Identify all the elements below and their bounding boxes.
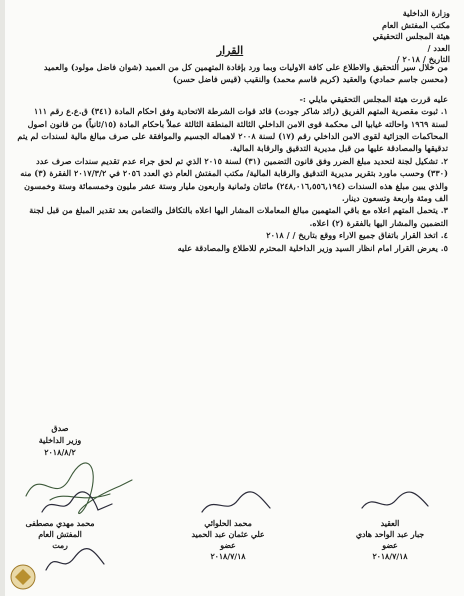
inspector-date-scribble-icon <box>40 540 110 580</box>
signatory-member-2 <box>340 518 440 562</box>
approval-label: صدق <box>51 423 69 433</box>
signatory-date: ٢٠١٨/٧/١٨ <box>210 552 246 561</box>
decision-item: ٥. يعرض القرار امام انظار السيد وزير الداخلية المحترم للاطلاع والمصادقة عليه <box>177 242 448 253</box>
ministry-header <box>345 8 450 66</box>
ministry-line: مكتب المفتش العام <box>382 19 450 30</box>
decision-item: ٤. اتخذ القرار باتفاق جميع الاراء ووقع بتاريخ / / ٢٠١٨ <box>266 230 448 241</box>
inspector-signature-icon <box>38 490 118 520</box>
minister-approval <box>15 422 105 458</box>
approval-title: وزير الداخلية <box>38 435 82 445</box>
signatory-name-2: علي عثمان عبد الحميد <box>191 530 265 539</box>
signatory-role: عضو <box>382 541 398 550</box>
ministry-line: هيئة المجلس التحقيقي <box>372 31 450 41</box>
signatory-role: عضو <box>220 541 236 550</box>
intro-paragraph: من خلال سير التحقيق والاطلاع على كافة الاوليات وبما ورد بإفادة المتهمين كل من العميد (شوان فاضل مولود) والعميد (محسن جاسم حمادي) والعقيد (كريم قاسم محمد) والنقيب (قيس فاضل حسن) <box>43 62 448 85</box>
decision-item: ٣. يتحمل المتهم اعلاه مع باقي المتهمين مبالغ المعاملات المشار اليها اعلاه بالتكافل والتضامن بعد تقدير المبلغ من قبل لجنة التضمين والمشار اليها بالفقرة (٢) اعلاه. <box>29 205 448 228</box>
signatory-name-2: جبار عبد الواحد هادي <box>355 530 425 539</box>
member2-signature-icon <box>356 488 436 518</box>
ministry-line: التاريخ / ٢٠١٨ / <box>396 54 450 64</box>
signatory-date: ٢٠١٨/٧/١٨ <box>372 552 408 561</box>
signatory-name: محمد مهدي مصطفى <box>25 519 95 528</box>
lead-line: عليه قررت هيئة المجلس التحقيقي مايلي :- <box>299 93 448 104</box>
decision-item: ١. ثبوت مقصرية المتهم الفريق (رائد شاكر جودت) قائد قوات الشرطة الاتحادية وفق احكام المادة (٣٤١) ق.ع.ع رقم ١١١ لسنة ١٩٦٩ واحالته غيابيا الى محكمة قوى الامن الداخلي الثالثة المنطقة الثالثة عملاً باحكام المادة (١٥/ثانياً) من قانون اصول المحاكمات الجزائية لقوى الامن الداخلي رقم (١٧) لسنة ٢٠٠٨ لاهماله الجسيم والموافقة على صرف مبالغ مالية لسندات لم يتم تدقيقها والمصادقة عليها من قبل مديرية التدقيق والرقابة المالية. <box>17 106 448 154</box>
ministry-line: وزارة الداخلية <box>402 8 450 18</box>
signatory-member-1 <box>178 518 278 562</box>
scan-edge <box>0 0 5 596</box>
watermark-logo-icon <box>6 562 40 592</box>
ministry-line: العدد / <box>427 42 450 53</box>
signatory-role: المفتش العام <box>38 530 82 539</box>
decision-item: ٢. تشكيل لجنة لتحديد مبلغ الضرر وفق قانون التضمين (٣١) لسنة ٢٠١٥ الذي تم لحق جراء عدم تقديم سندات صرف عدد (٣٣٠) وحسب ماورد بتقرير مديرية التدقيق والرقابة المالية/ مكتب المفتش العام ذي العدد ٢٠٥٦ في ٢٠١٧/٣/٢ الفقرة (٣) منه والذي يبين مبلغ هذه السندات (٢٤٨,٠١٦,٥٥٦,١٩٤) مائتان وثمانية واربعون مليار وستة عشر مليون وخمسمائة وستة وخمسون الف ومئة واربعة وتسعون دينار. <box>20 155 448 204</box>
signatory-name: محمد الحلوائي <box>204 519 252 528</box>
document-title: القرار <box>216 44 244 57</box>
decision-body <box>16 61 448 254</box>
signatory-date: رمت <box>52 541 68 550</box>
member1-signature-icon <box>196 488 276 520</box>
approval-date: ٢٠١٨/٨/٢ <box>44 447 76 457</box>
signatory-name: العقيد <box>380 519 400 528</box>
